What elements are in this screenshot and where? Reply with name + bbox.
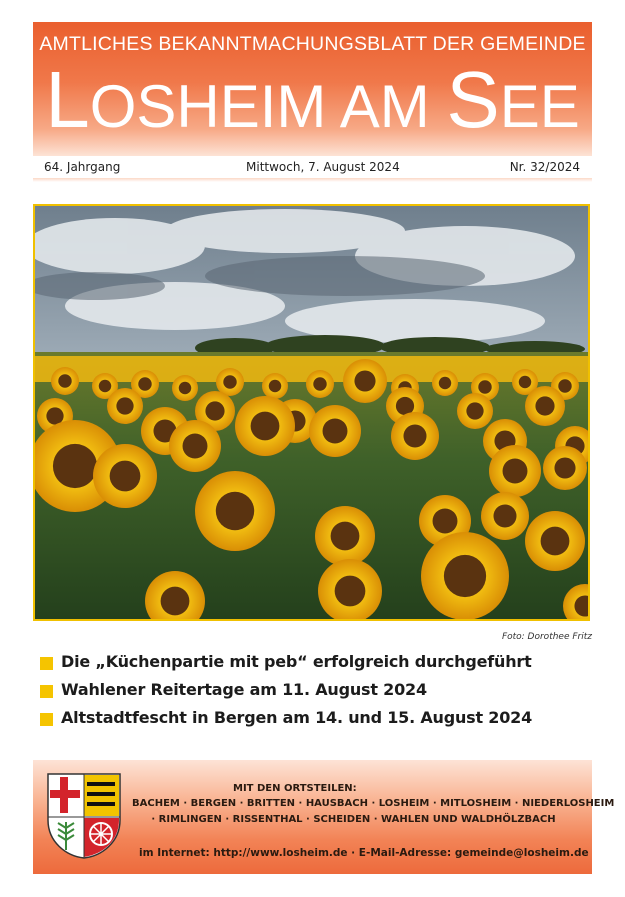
- sunflower-center: [558, 379, 571, 392]
- sunflower-center: [223, 375, 236, 388]
- bullet-square-icon: [40, 657, 53, 670]
- sunflower-center: [205, 401, 224, 420]
- headline-item[interactable]: [40, 708, 600, 736]
- issue-info: [44, 160, 580, 176]
- sunflower-center: [110, 461, 141, 492]
- bullet-square-icon: [40, 713, 53, 726]
- sunflower-center: [354, 370, 375, 391]
- title-part: L: [45, 55, 90, 144]
- sunflower-center: [216, 492, 254, 530]
- sunflower-center: [535, 396, 554, 415]
- sunflower-center: [179, 382, 191, 394]
- sunflower-center: [183, 434, 208, 459]
- ortsteile-list: BACHEM · BERGEN · BRITTEN · HAUSBACH · LOSHEIM · MITLOSHEIM · NIEDERLOSHEIM: [132, 798, 615, 809]
- sunflower-center: [439, 377, 451, 389]
- cover-photo: [33, 204, 590, 621]
- sunflower-center: [433, 509, 458, 534]
- sunflower-center: [493, 504, 516, 527]
- ortsteile-title: MIT DEN ORTSTEILEN:: [233, 783, 357, 794]
- sunflower-center: [251, 412, 280, 441]
- sunflower-center: [478, 380, 491, 393]
- title-part: S: [446, 55, 500, 144]
- photo-credit: Foto: Dorothee Fritz: [501, 632, 592, 642]
- sunflower-center: [46, 407, 63, 424]
- title-part: EE: [499, 73, 580, 140]
- sunflower-center: [519, 376, 531, 388]
- headline-list: [40, 652, 600, 736]
- sunflower-center: [331, 522, 360, 551]
- sunflower-center: [554, 457, 575, 478]
- footer: [33, 760, 615, 874]
- issue-date: Mittwoch, 7. August 2024: [246, 160, 400, 174]
- sunflower-center: [503, 459, 528, 484]
- title-part: OSHEIM AM: [89, 73, 447, 140]
- issue-number: Nr. 32/2024: [509, 160, 580, 174]
- headline-item[interactable]: [40, 652, 600, 680]
- sunflower-center: [99, 380, 111, 392]
- sunflower-center: [444, 555, 486, 597]
- issue-volume: 64. Jahrgang: [44, 160, 121, 174]
- sunflower-center: [138, 377, 151, 390]
- sunflower-center: [58, 374, 71, 387]
- coat-of-arms-icon: [46, 772, 122, 860]
- headline-text: Wahlener Reitertage am 11. August 2024: [61, 680, 427, 699]
- sunflower-field-image: [35, 206, 588, 619]
- sunflower-center: [313, 377, 326, 390]
- sunflower-center: [323, 419, 348, 444]
- headline-item[interactable]: [40, 680, 600, 708]
- ortsteile-list: · RIMLINGEN · RISSENTHAL · SCHEIDEN · WAHLEN UND WALDHÖLZBACH: [151, 814, 556, 825]
- sunflower-center: [269, 380, 281, 392]
- divider: [33, 178, 592, 182]
- sunflower-center: [466, 402, 483, 419]
- masthead-title: [33, 55, 592, 144]
- bullet-square-icon: [40, 685, 53, 698]
- sunflower-center: [541, 527, 570, 556]
- sunflower-center: [53, 444, 97, 488]
- sunflower-center: [116, 397, 133, 414]
- contact-info[interactable]: im Internet: http://www.losheim.de · E-Mail-Adresse: gemeinde@losheim.de: [139, 847, 589, 859]
- masthead-subtitle: AMTLICHES BEKANNTMACHUNGSBLATT DER GEMEINDE: [39, 33, 586, 55]
- masthead: [33, 22, 592, 156]
- headline-text: Die „Küchenpartie mit peb“ erfolgreich durchgeführt: [61, 652, 532, 671]
- sunflower-center: [403, 424, 426, 447]
- headline-text: Altstadtfescht in Bergen am 14. und 15. August 2024: [61, 708, 533, 727]
- sunflower-center: [335, 576, 366, 607]
- sunflower-center: [161, 587, 190, 616]
